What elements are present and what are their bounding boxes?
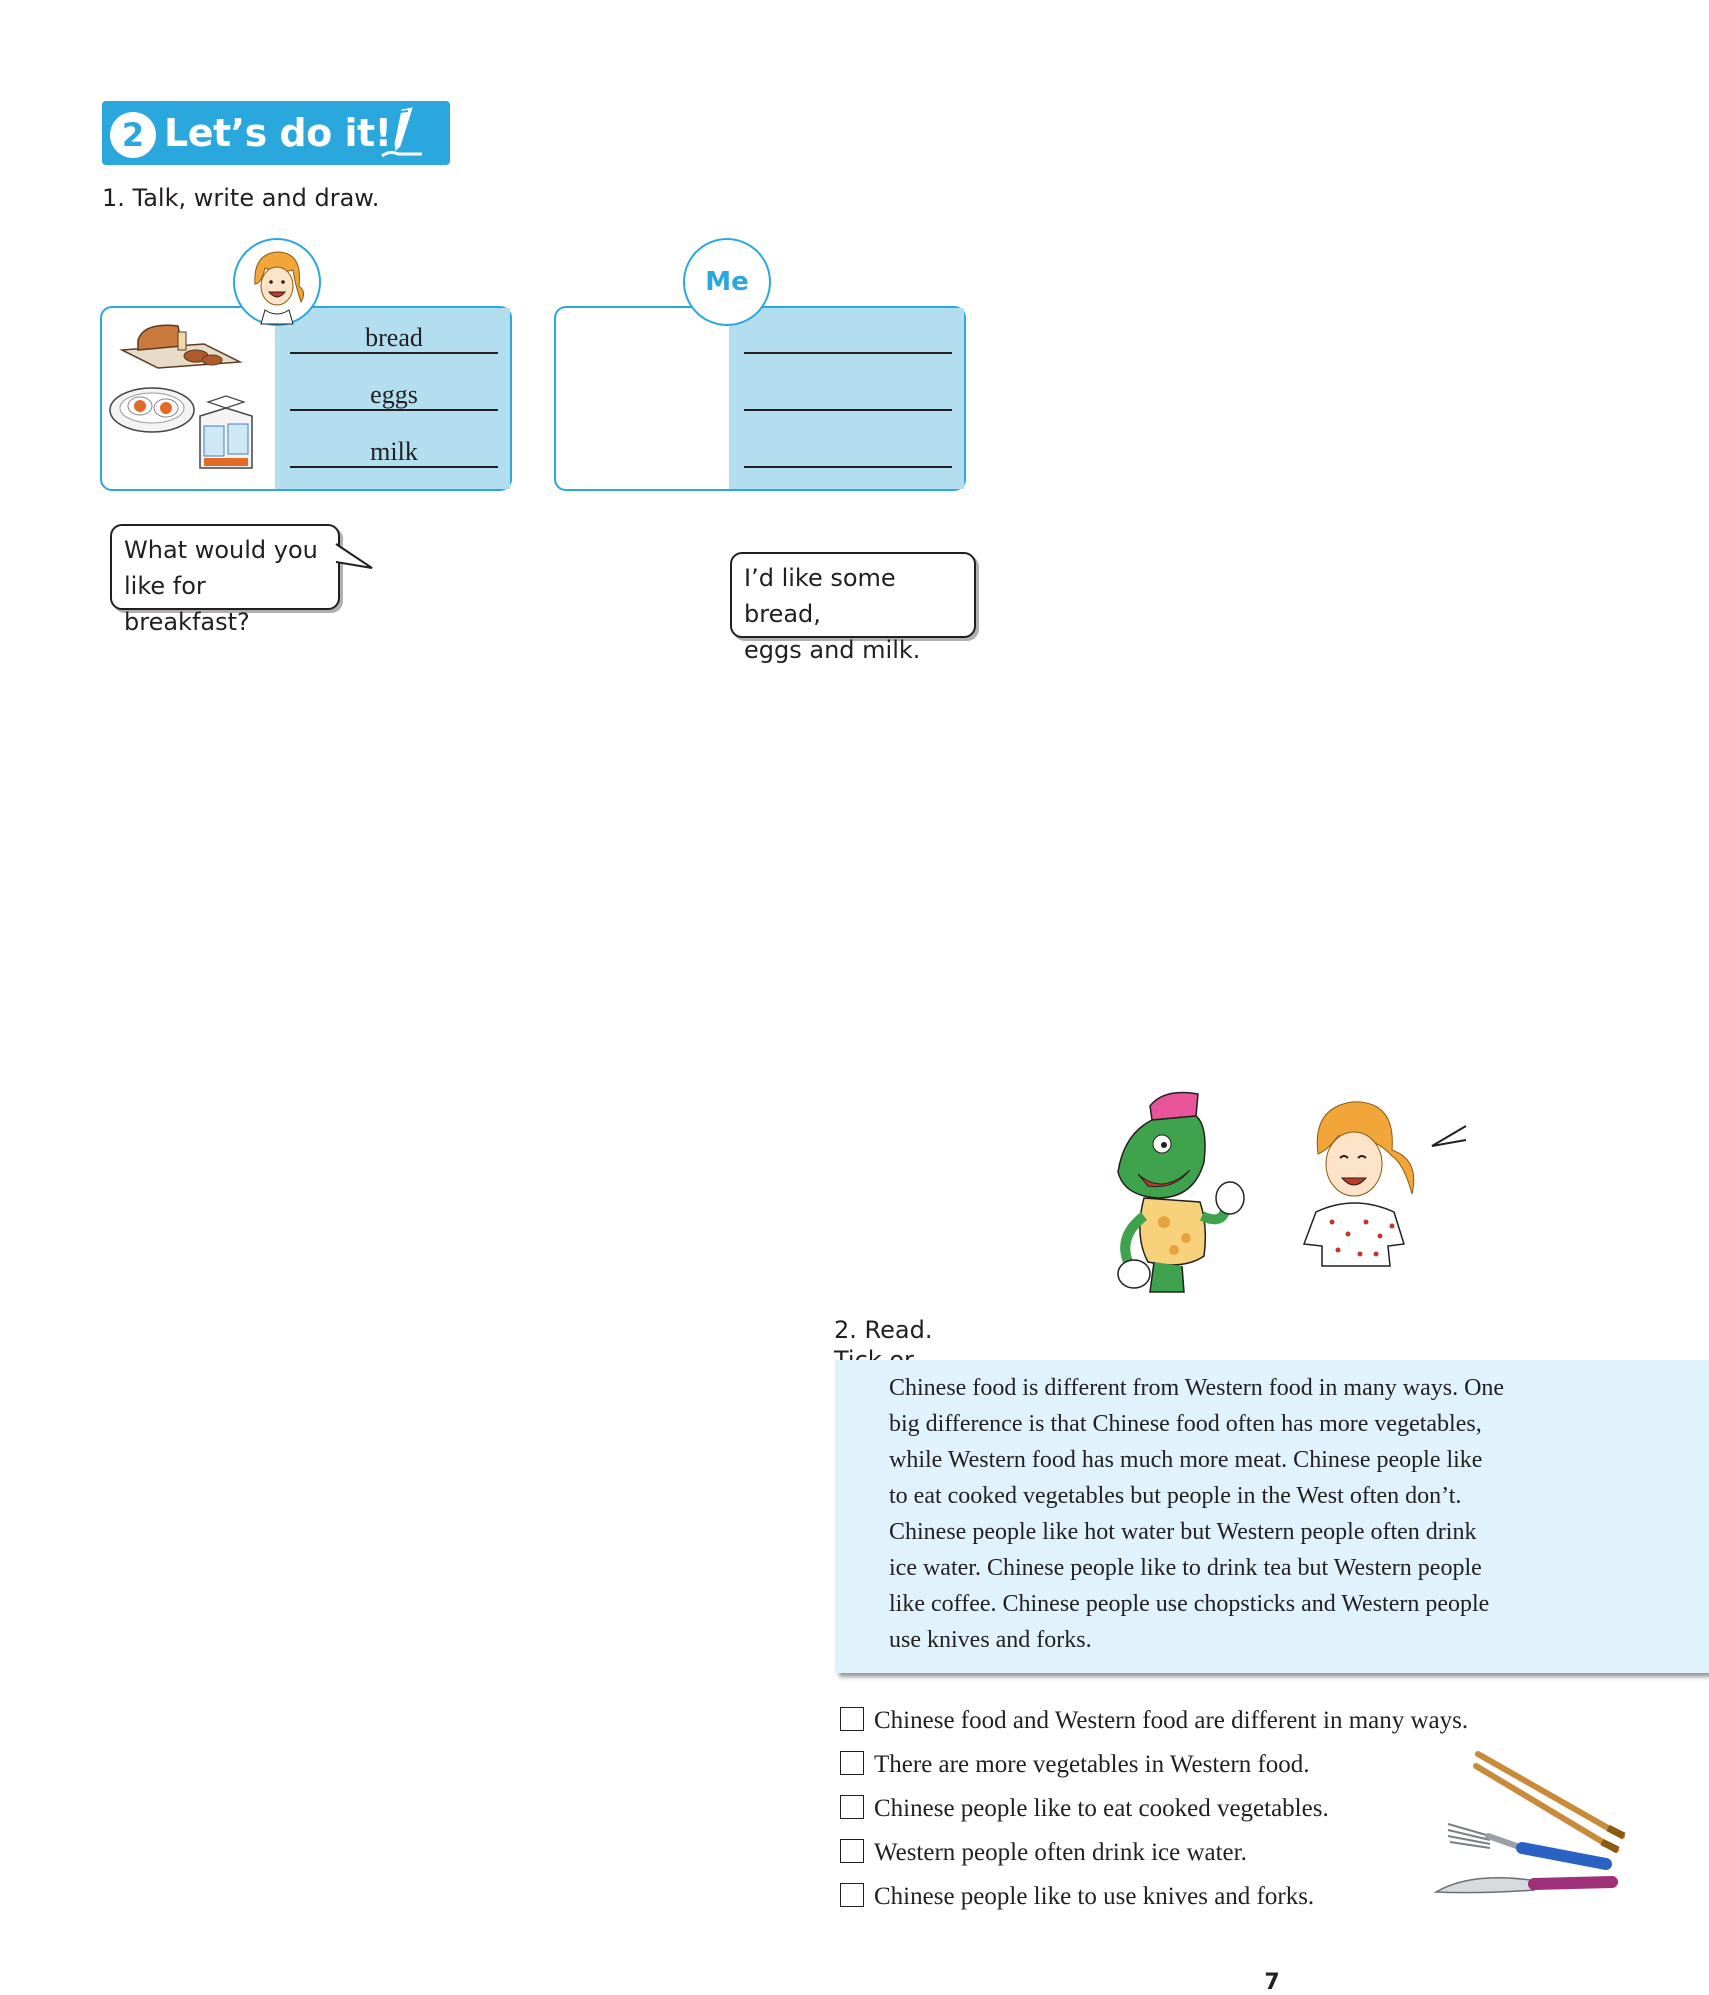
- statement-row: [840, 1882, 1314, 1912]
- statement-row: [840, 1750, 1310, 1780]
- statement-text: There are more vegetables in Western food.: [874, 1751, 1310, 1778]
- instruction-2: 2. Read.: [834, 1316, 933, 1344]
- section-number: 2: [110, 112, 156, 158]
- green-character-illustration: [1104, 1086, 1264, 1302]
- tick-checkbox[interactable]: [840, 1707, 864, 1731]
- passage-line: to eat cooked vegetables but people in the West often don’t.: [889, 1483, 1462, 1509]
- passage-line: while Western food has much more meat. Chinese people like: [889, 1447, 1483, 1473]
- answer-line-2: eggs and milk.: [744, 636, 921, 664]
- statement-text: Chinese people like to use knives and forks.: [874, 1883, 1315, 1910]
- statement-text: Chinese people like to eat cooked vegetables.: [874, 1795, 1329, 1822]
- page-number: 7: [1264, 1970, 1280, 1995]
- breakfast-food-illustration: [108, 318, 268, 478]
- reading-passage: [889, 1370, 1679, 1658]
- passage-line: Chinese food is different from Western food in many ways. One: [889, 1375, 1505, 1401]
- statement-text: Chinese food and Western food are different in many ways.: [874, 1707, 1469, 1734]
- passage-line: like coffee. Chinese people use chopsticks and Western people: [889, 1591, 1490, 1617]
- tick-checkbox[interactable]: [840, 1839, 864, 1863]
- question-line-2: like for breakfast?: [124, 572, 250, 636]
- passage-line: ice water. Chinese people like to drink tea but Western people: [889, 1555, 1482, 1581]
- answer-bubble: [730, 552, 1505, 1995]
- tick-checkbox[interactable]: [840, 1795, 864, 1819]
- food-line-2: eggs: [290, 381, 498, 411]
- question-bubble: [110, 524, 340, 636]
- me-drawing-area[interactable]: [560, 312, 724, 482]
- passage-line: use knives and forks.: [889, 1627, 1092, 1653]
- cutlery-illustration: [1430, 1744, 1640, 1914]
- bubble-tail-right: [1430, 1120, 1466, 1154]
- food-line-3: milk: [290, 438, 498, 468]
- statement-text: Western people often drink ice water.: [874, 1839, 1247, 1866]
- me-label: Me: [683, 238, 771, 326]
- section-title: Let’s do it!: [164, 111, 392, 155]
- question-line-1: What would you: [124, 536, 318, 564]
- passage-line: big difference is that Chinese food often has more vegetables,: [889, 1411, 1482, 1437]
- me-food-line-3[interactable]: [744, 438, 952, 468]
- answer-line-1: I’d like some bread,: [744, 564, 896, 628]
- statement-row: [840, 1706, 1468, 1736]
- bubble-tail-left: [336, 540, 376, 574]
- pencil-icon: [378, 106, 426, 162]
- girl-character-illustration: [1292, 1094, 1430, 1266]
- tick-checkbox[interactable]: [840, 1751, 864, 1775]
- tick-checkbox[interactable]: [840, 1883, 864, 1907]
- passage-line: Chinese people like hot water but Western people often drink: [889, 1519, 1477, 1545]
- me-food-line-2[interactable]: [744, 381, 952, 411]
- statement-row: [840, 1838, 1247, 1868]
- girl-face-icon: [235, 240, 319, 324]
- girl-avatar: [233, 238, 321, 326]
- food-line-1: bread: [290, 324, 498, 354]
- instruction-1: 1. Talk, write and draw.: [102, 184, 380, 212]
- me-food-line-1[interactable]: [744, 324, 952, 354]
- statement-row: [840, 1794, 1329, 1824]
